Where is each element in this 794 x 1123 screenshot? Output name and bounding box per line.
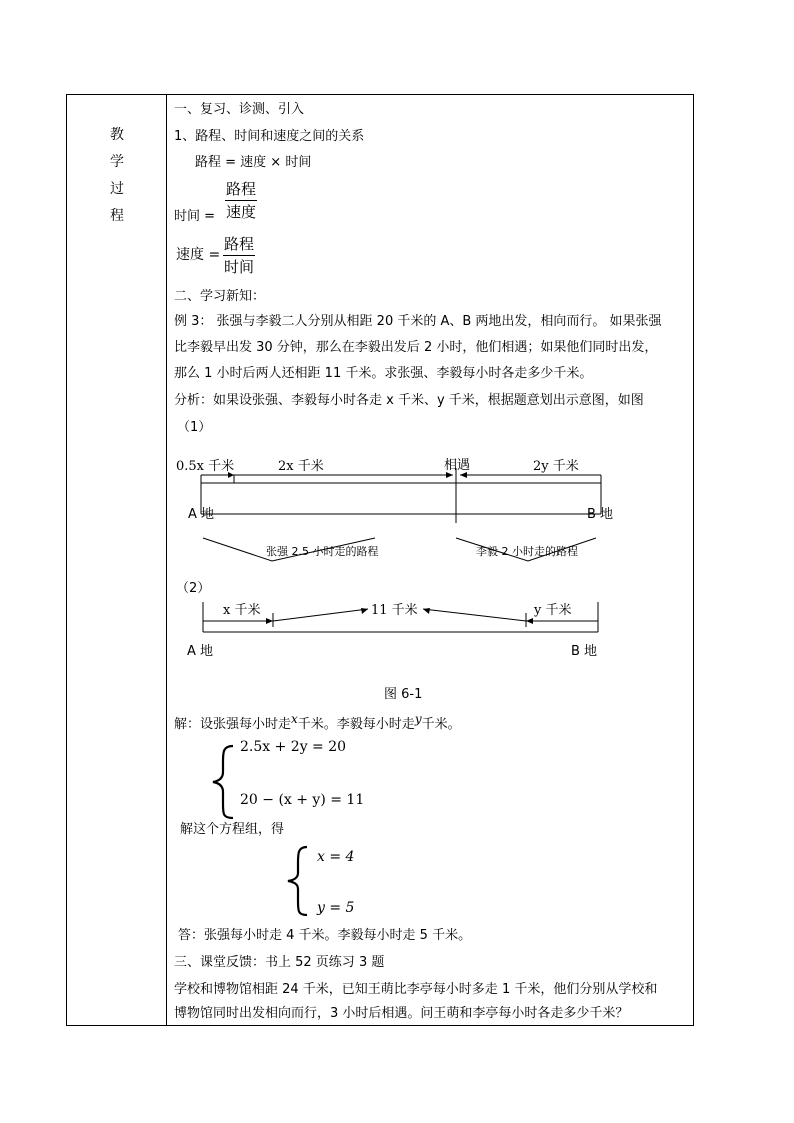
formula-speed-lhs: 速度 = — [176, 247, 221, 263]
equation-2: 20 − (x + y) = 11 — [240, 792, 365, 808]
solution-intro — [174, 712, 461, 733]
fraction-numerator: 路程 — [224, 235, 255, 253]
result-y: y = 5 — [317, 900, 355, 916]
diagram2-arrow-middle-left — [273, 609, 368, 621]
diagram1-note-right: 李毅 2 小时走的路程 — [476, 545, 578, 558]
diagram2-label: （2） — [176, 581, 211, 596]
result-x: x = 4 — [317, 849, 355, 865]
example-line: 例 3： 张强与李毅二人分别从相距 20 千米的 A、B 两地出发，相向而行。 如果张强 — [174, 314, 662, 329]
fraction-bar — [225, 200, 257, 201]
answer-text: 答：张强每小时走 4 千米。李毅每小时走 5 千米。 — [178, 928, 472, 943]
diagram2-arrowhead — [266, 618, 273, 624]
equation-brace — [207, 742, 237, 822]
diagram2-point-b: B 地 — [571, 644, 598, 659]
solution-intro-prefix: 解：设张强每小时走 — [174, 717, 292, 732]
variable-x: x — [291, 712, 298, 726]
example-line: 那么 1 小时后两人还相距 11 千米。求张强、李毅每小时各走多少千米。 — [174, 366, 593, 381]
diagram2-arrowhead — [423, 608, 430, 614]
example-line: 比李毅早出发 30 分钟，那么在李毅出发后 2 小时，他们相遇；如果他们同时出发， — [174, 340, 658, 355]
section2-heading: 二、学习新知： — [174, 289, 266, 304]
analysis-line: （1） — [177, 420, 212, 435]
diagram2-arrow-middle-right — [423, 609, 526, 621]
section1-item1: 1、路程、时间和速度之间的关系 — [174, 129, 365, 144]
diagram1-seg-c-label: 2y 千米 — [533, 459, 579, 474]
diagram1-note-left: 张强 2.5 小时走的路程 — [266, 545, 379, 558]
problem-line: 学校和博物馆相距 24 千米，已知王萌比李亭每小时多走 1 千米，他们分别从学校和 — [174, 982, 658, 997]
variable-y: y — [414, 712, 422, 726]
fraction-denominator: 速度 — [226, 203, 257, 221]
solution-intro-mid: 千米。李毅每小时走 — [297, 717, 415, 732]
diagram-2 — [170, 595, 690, 670]
diagram2-middle-label: 11 千米 — [371, 603, 418, 618]
diagram1-seg-a-label: 0.5x 千米 — [176, 459, 235, 474]
diagram2-seg-x-label: x 千米 — [223, 603, 261, 618]
formula-speed-fraction — [223, 235, 255, 276]
side-label-char: 教 — [110, 127, 124, 143]
diagram2-arrowhead — [526, 618, 533, 624]
column-divider — [166, 94, 167, 1026]
side-label-char: 过 — [110, 181, 124, 197]
diagram2-seg-y-label: y 千米 — [534, 603, 572, 618]
fraction-numerator: 路程 — [226, 180, 257, 198]
diagram1-seg-b-label: 2x 千米 — [278, 459, 324, 474]
diagram-1 — [170, 450, 690, 570]
section1-heading: 一、复习、诊测、引入 — [174, 102, 305, 117]
problem-line: 博物馆同时出发相向而行，3 小时后相遇。问王萌和李亭每小时各走多少千米？ — [174, 1006, 629, 1021]
formula-distance: 路程 = 速度 × 时间 — [195, 155, 312, 170]
solve-text: 解这个方程组，得 — [180, 822, 285, 837]
diagram1-meet-label: 相遇 — [444, 458, 471, 473]
diagram2-point-a: A 地 — [187, 644, 214, 659]
result-brace — [283, 845, 313, 917]
equation-1: 2.5x + 2y = 20 — [240, 739, 347, 755]
formula-time-fraction — [225, 180, 257, 221]
diagram1-point-a: A 地 — [188, 507, 215, 522]
fraction-denominator: 时间 — [224, 258, 255, 276]
section3-heading: 三、课堂反馈：书上 52 页练习 3 题 — [174, 955, 385, 970]
formula-time-lhs: 时间 = — [174, 209, 216, 224]
diagram1-point-b: B 地 — [587, 507, 614, 522]
analysis-line: 分析：如果设张强、李毅每小时各走 x 千米、y 千米，根据题意划出示意图，如图 — [174, 393, 644, 408]
figure-caption: 图 6-1 — [384, 687, 423, 702]
diagram2-arrowhead — [361, 608, 368, 614]
solution-intro-suffix: 千米。 — [421, 717, 461, 732]
side-label-char: 程 — [110, 208, 124, 224]
side-label-char: 学 — [110, 154, 124, 170]
fraction-bar — [223, 255, 255, 256]
